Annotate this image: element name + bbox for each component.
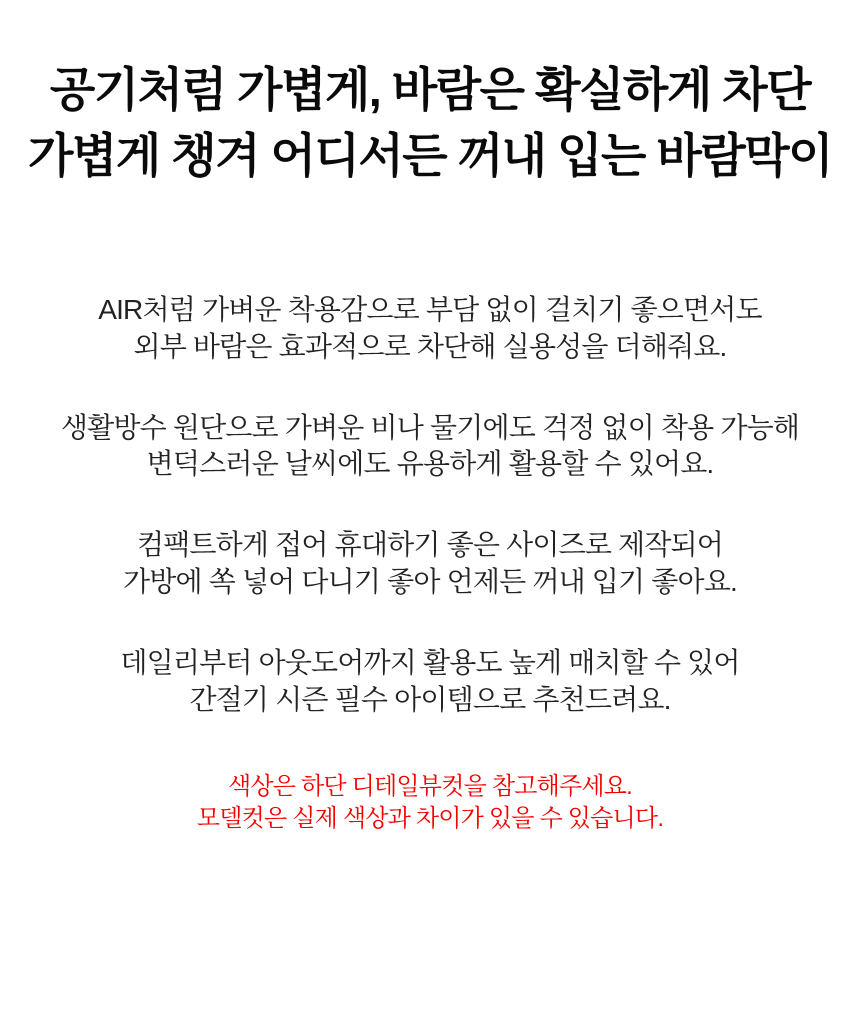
paragraph-line: 간절기 시즌 필수 아이템으로 추천드려요. <box>189 684 671 716</box>
headline <box>0 57 860 189</box>
paragraph-water-resistant <box>0 410 860 484</box>
paragraph-line: 데일리부터 아웃도어까지 활용도 높게 매치할 수 있어 <box>120 647 740 679</box>
note-line-2: 모델컷은 실제 색상과 차이가 있을 수 있습니다. <box>196 805 664 833</box>
paragraph-line: 외부 바람은 효과적으로 차단해 실용성을 더해줘요. <box>133 330 727 362</box>
body-copy <box>0 292 860 720</box>
headline-line-1: 공기처럼 가볍게, 바람은 확실하게 차단 <box>49 63 811 116</box>
note-line-1: 색상은 하단 디테일뷰컷을 참고해주세요. <box>228 773 632 801</box>
paragraph-lightweight-windblock <box>0 292 860 366</box>
paragraph-line: AIR처럼 가벼운 착용감으로 부담 없이 걸치기 좋으면서도 <box>98 293 762 325</box>
paragraph-line: 생활방수 원단으로 가벼운 비나 물기에도 걱정 없이 착용 가능해 <box>60 411 800 443</box>
color-disclaimer-note <box>0 771 860 835</box>
headline-line-2: 가볍게 챙겨 어디서든 꺼내 입는 바람막이 <box>27 128 833 182</box>
paragraph-line: 가방에 쏙 넣어 다니기 좋아 언제든 꺼내 입기 좋아요. <box>122 566 738 598</box>
paragraph-line: 컴팩트하게 접어 휴대하기 좋은 사이즈로 제작되어 <box>136 529 724 561</box>
paragraph-compact-portable <box>0 527 860 601</box>
paragraph-versatile-styling <box>0 645 860 719</box>
paragraph-line: 변덕스러운 날씨에도 유용하게 활용할 수 있어요. <box>146 448 714 480</box>
